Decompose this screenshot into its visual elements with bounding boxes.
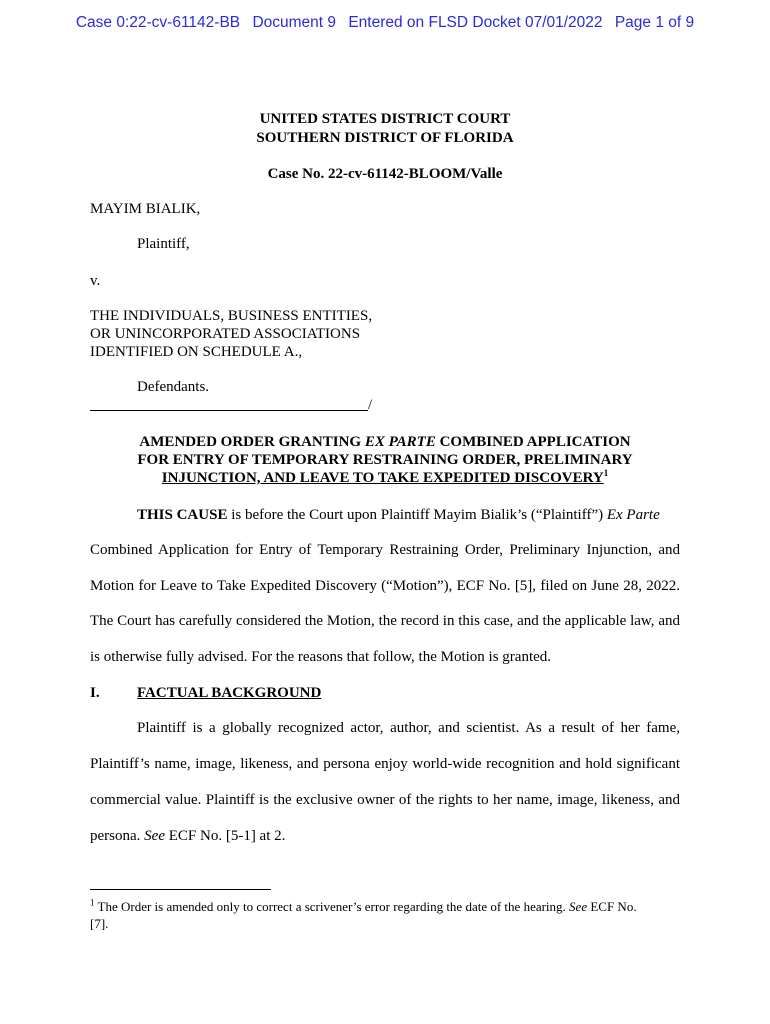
defendants-line-1: THE INDIVIDUALS, BUSINESS ENTITIES, [90, 308, 373, 324]
plaintiff-role: Plaintiff, [137, 236, 190, 252]
section-heading: FACTUAL BACKGROUND [137, 685, 322, 701]
header-case-number: Case 0:22-cv-61142-BB [75, 14, 241, 31]
header-entered-date: Entered on FLSD Docket 07/01/2022 [348, 14, 603, 31]
order-title-line-2: FOR ENTRY OF TEMPORARY RESTRAINING ORDER, PRELIMINARY [137, 452, 633, 468]
case-number: Case No. 22-cv-61142-BLOOM/Valle [267, 166, 503, 182]
caption-rule [90, 410, 368, 411]
background-line-4: persona. See ECF No. [5-1] at 2. [90, 828, 286, 844]
intro-line-2: Combined Application for Entry of Temporary Restraining Order, Preliminary Injunction, and [90, 542, 680, 558]
intro-line-1: THIS CAUSE is before the Court upon Plaintiff Mayim Bialik’s (“Plaintiff”) Ex Parte [137, 507, 660, 523]
defendants-role: Defendants. [137, 379, 210, 395]
background-line-2: Plaintiff’s name, image, likeness, and persona enjoy world-wide recognition and hold significant [90, 756, 680, 772]
header-page-number: Page 1 of 9 [614, 14, 695, 31]
footnote-line-2: [7]. [90, 916, 109, 931]
background-line-3: commercial value. Plaintiff is the exclusive owner of the rights to her name, image, likeness, and [90, 792, 680, 808]
footnote-line-1: $^1$ The Order is amended only to correct a scrivener’s error regarding the date of the hearing. See ECF No. [90, 897, 637, 914]
footnote-reference: 1 [603, 468, 609, 478]
caption-slash: / [368, 397, 373, 413]
header-document-number: Document 9 [252, 14, 337, 31]
court-name: UNITED STATES DISTRICT COURT [259, 111, 511, 127]
intro-line-3: Motion for Leave to Take Expedited Discovery (“Motion”), ECF No. [5], filed on June 28, 2022. [90, 578, 680, 594]
intro-line-5: is otherwise fully advised. For the reasons that follow, the Motion is granted. [90, 649, 552, 665]
order-title-line-3: INJUNCTION, AND LEAVE TO TAKE EXPEDITED DISCOVERY$^1$ [161, 468, 609, 486]
order-title-line-1: AMENDED ORDER GRANTING EX PARTE COMBINED APPLICATION [139, 434, 631, 450]
section-number: I. [90, 685, 100, 701]
defendants-line-3: IDENTIFIED ON SCHEDULE A., [90, 344, 303, 360]
plaintiff-name: MAYIM BIALIK, [90, 201, 201, 217]
background-line-1: Plaintiff is a globally recognized actor, author, and scientist. As a result of her fame, [137, 720, 680, 736]
footnote-rule [90, 889, 271, 890]
docket-header [0, 14, 770, 32]
versus: v. [90, 273, 101, 289]
defendants-line-2: OR UNINCORPORATED ASSOCIATIONS [90, 326, 361, 342]
court-district: SOUTHERN DISTRICT OF FLORIDA [256, 130, 514, 146]
intro-line-4: The Court has carefully considered the Motion, the record in this case, and the applicable law, and [90, 613, 680, 629]
